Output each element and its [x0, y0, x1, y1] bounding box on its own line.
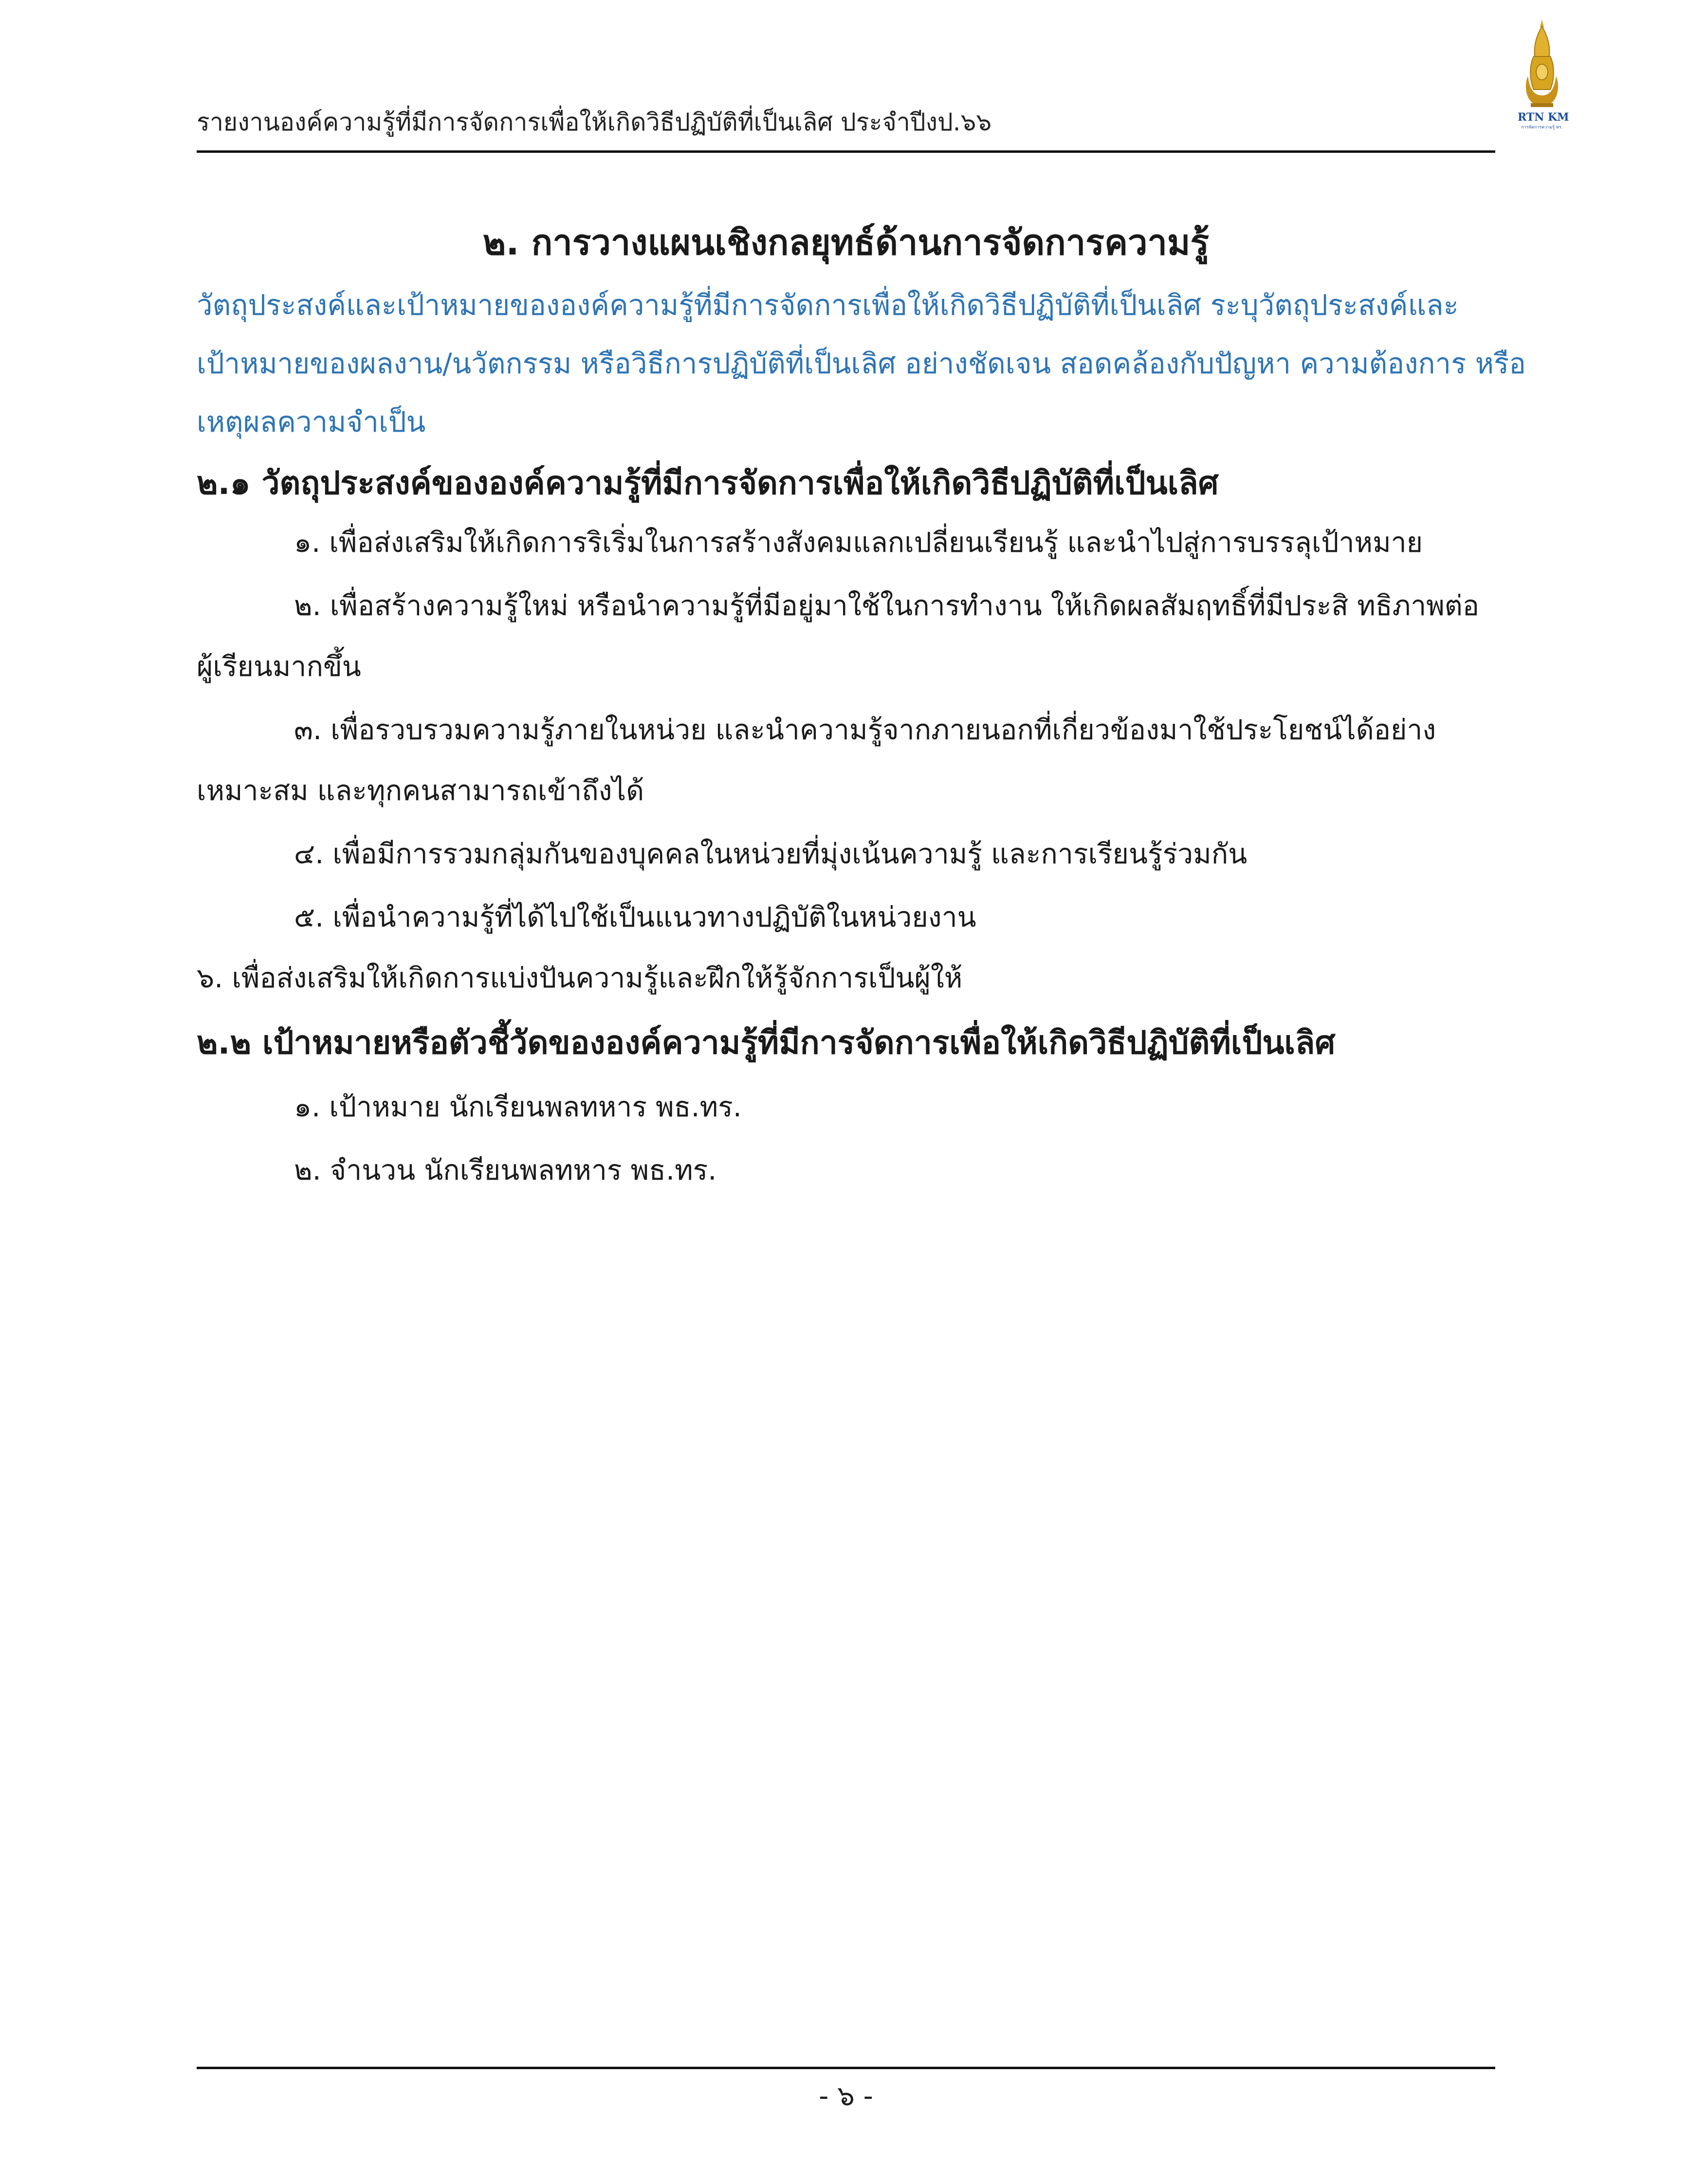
crown-emblem-icon [1520, 18, 1564, 110]
logo-title: RTN KM [1518, 111, 1569, 124]
objective-item: ๖. เพื่อส่งเสริมให้เกิดการแบ่งปันความรู้และฝึกให้รู้จักการเป็นผู้ให้ [197, 962, 963, 994]
section-heading-objectives: ๒.๑ วัตถุประสงค์ขององค์ความรู้ที่มีการจัดการเพื่อให้เกิดวิธีปฏิบัติที่เป็นเลิศ [197, 464, 1219, 502]
objective-item: ๔. เพื่อมีการรวมกลุ่มกันของบุคคลในหน่วยที่มุ่งเน้นความรู้ และการเรียนรู้ร่วมกัน [294, 838, 1248, 870]
intro-line: วัตถุประสงค์และเป้าหมายขององค์ความรู้ที่มีการจัดการเพื่อให้เกิดวิธีปฏิบัติที่เป็นเลิศ ระบุวัตถุประสงค์และ [197, 289, 1459, 322]
objective-item: ๒. เพื่อสร้างความรู้ใหม่ หรือนำความรู้ที่มีอยู่มาใช้ในการทำงาน ให้เกิดผลสัมฤทธิ์ที่มีประสิ ทธิภาพต่อ [294, 590, 1480, 622]
intro-line: เหตุผลความจำเป็น [197, 405, 426, 438]
target-item: ๒. จำนวน นักเรียนพลทหาร พธ.ทร. [294, 1154, 717, 1186]
objective-item-continuation: เหมาะสม และทุกคนสามารถเข้าถึงได้ [197, 775, 644, 807]
intro-line: เป้าหมายของผลงาน/นวัตกรรม หรือวิธีการปฏิบัติที่เป็นเลิศ อย่างชัดเจน สอดคล้องกับปัญหา ความต้องการ หรือ [197, 347, 1526, 380]
objective-item-continuation: ผู้เรียนมากขึ้น [197, 651, 361, 683]
objective-item: ๓. เพื่อรวบรวมความรู้ภายในหน่วย และนำความรู้จากภายนอกที่เกี่ยวข้องมาใช้ประโยชน์ได้อย่าง [294, 714, 1436, 746]
rtn-km-logo [1518, 18, 1569, 139]
section-heading-targets: ๒.๒ เป้าหมายหรือตัวชี้วัดขององค์ความรู้ที่มีการจัดการเพื่อให้เกิดวิธีปฏิบัติที่เป็นเลิศ [197, 1024, 1336, 1061]
running-header: รายงานองค์ความรู้ที่มีการจัดการเพื่อให้เกิดวิธีปฏิบัติที่เป็นเลิศ ประจำปีงป.๖๖ [197, 108, 992, 136]
header-rule [197, 150, 1495, 153]
objective-item: ๕. เพื่อนำความรู้ที่ได้ไปใช้เป็นแนวทางปฏิบัติในหน่วยงาน [294, 901, 976, 933]
page-number: - ๖ - [819, 2080, 873, 2112]
footer-rule [197, 2067, 1495, 2069]
page-title: ๒. การวางแผนเชิงกลยุทธ์ด้านการจัดการความรู้ [482, 222, 1210, 263]
target-item: ๑. เป้าหมาย นักเรียนพลทหาร พธ.ทร. [294, 1091, 742, 1123]
logo-subtitle: การจัดการความรู้ ทร. [1521, 125, 1563, 130]
objective-item: ๑. เพื่อส่งเสริมให้เกิดการริเริ่มในการสร้างสังคมแลกเปลี่ยนเรียนรู้ และนำไปสู่การบรรลุเป้าหมาย [294, 527, 1423, 559]
